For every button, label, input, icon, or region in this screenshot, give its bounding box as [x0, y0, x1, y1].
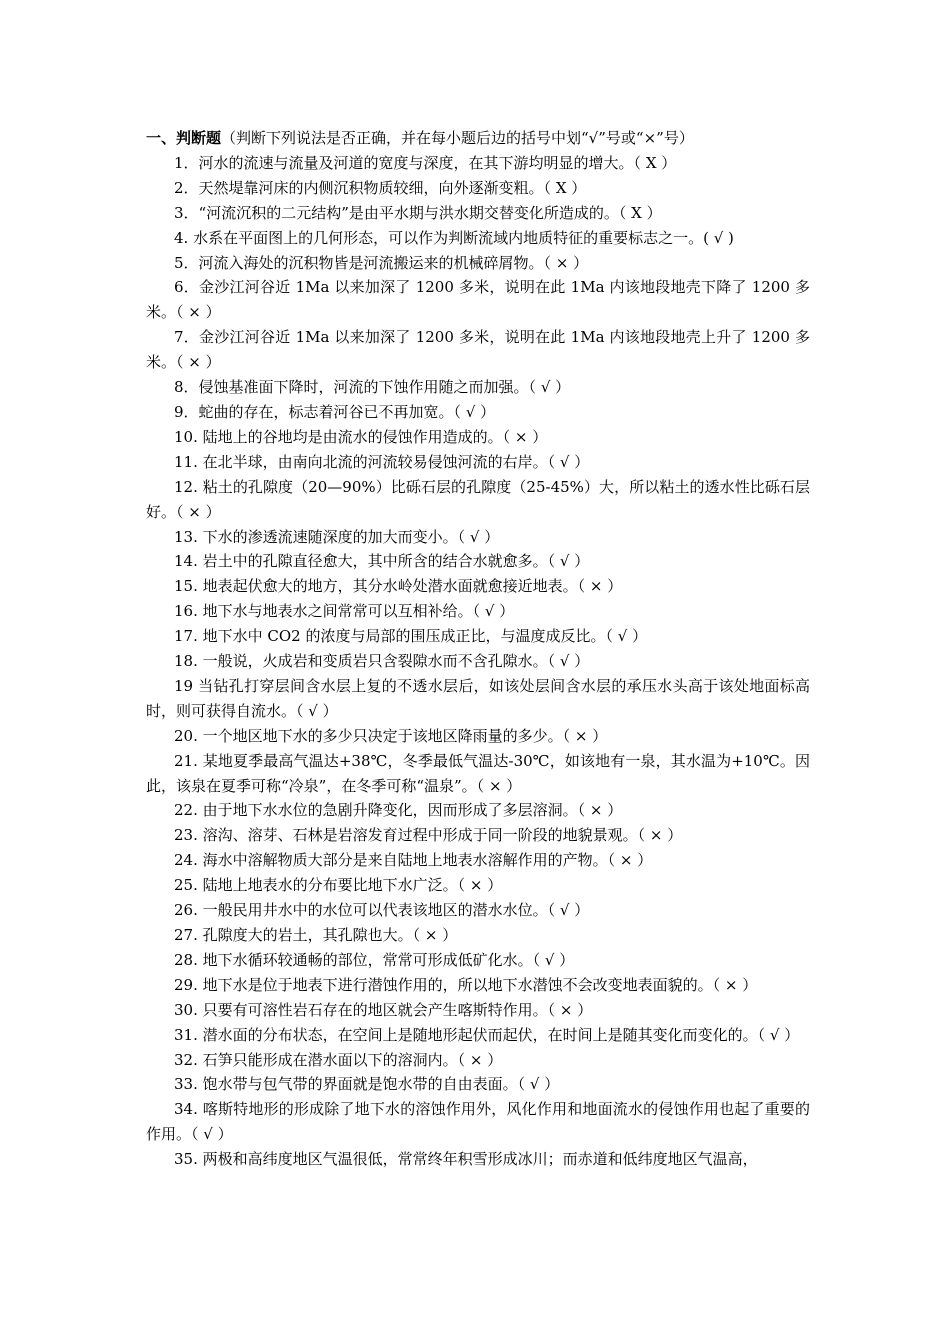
- question-item: 20. 一个地区地下水的多少只决定于该地区降雨量的多少。（ × ）: [174, 726, 608, 745]
- question-item: 15. 地表起伏愈大的地方，其分水岭处潜水面就愈接近地表。（ × ）: [174, 577, 623, 596]
- section-instruction: （判断下列说法是否正确，并在每小题后边的括号中划“√”号或“×”号）: [221, 129, 694, 147]
- question-item: 7．金沙江河谷近 1Ma 以来加深了 1200 多米，说明在此 1Ma 内该地段地壳上升了 1200 多米。（ × ）: [146, 328, 810, 372]
- question-list: [146, 151, 810, 1172]
- section-title: 一、判断题: [146, 129, 222, 147]
- question-item: 21. 某地夏季最高气温达+38℃，冬季最低气温达-30℃，如该地有一泉，其水温为+10℃。因此，该泉在夏季可称“冷泉”，在冬季可称“温泉”。（ × ）: [146, 751, 810, 795]
- question-item: 22. 由于地下水水位的急剧升降变化，因而形成了多层溶洞。（ × ）: [174, 801, 623, 820]
- question-item: 29. 地下水是位于地表下进行潜蚀作用的，所以地下水潜蚀不会改变地表面貌的。（ × ）: [174, 975, 758, 994]
- question-item: 10. 陆地上的谷地均是由流水的侵蚀作用造成的。（ × ）: [174, 427, 548, 446]
- question-item: 6．金沙江河谷近 1Ma 以来加深了 1200 多米，说明在此 1Ma 内该地段地壳下降了 1200 多米。（ × ）: [146, 278, 810, 322]
- question-item: 23. 溶沟、溶芽、石林是岩溶发育过程中形成于同一阶段的地貌景观。（ × ）: [174, 826, 683, 845]
- question-item: 35. 两极和高纬度地区气温很低，常常终年积雪形成冰川；而赤道和低纬度地区气温高，: [174, 1150, 758, 1169]
- question-item: 34. 喀斯特地形的形成除了地下水的溶蚀作用外，风化作用和地面流水的侵蚀作用也起了重要的作用。（ √ ）: [146, 1100, 810, 1144]
- question-item: 2．天然堤靠河床的内侧沉积物质较细，向外逐渐变粗。（ X ）: [174, 178, 587, 197]
- question-item: 18. 一般说，火成岩和变质岩只含裂隙水而不含孔隙水。（ √ ）: [174, 652, 590, 671]
- question-item: 33. 饱水带与包气带的界面就是饱水带的自由表面。（ √ ）: [174, 1075, 560, 1094]
- question-item: 31. 潜水面的分布状态，在空间上是随地形起伏而起伏，在时间上是随其变化而变化的。（ √ ）: [174, 1025, 800, 1044]
- question-item: 24. 海水中溶解物质大部分是来自陆地上地表水溶解作用的产物。（ × ）: [174, 851, 653, 870]
- question-item: 9．蛇曲的存在，标志着河谷已不再加宽。（ √ ）: [174, 402, 496, 421]
- question-item: 17. 地下水中 CO2 的浓度与局部的围压成正比，与温度成反比。（ √ ）: [174, 627, 648, 646]
- question-item: 1．河水的流速与流量及河道的宽度与深度，在其下游均明显的增大。（ X ）: [174, 153, 677, 172]
- question-item: 8．侵蚀基准面下降时，河流的下蚀作用随之而加强。（ √ ）: [174, 378, 571, 397]
- question-item: 25. 陆地上地表水的分布要比地下水广泛。（ × ）: [174, 876, 503, 895]
- question-item: 4. 水系在平面图上的几何形态，可以作为判断流域内地质特征的重要标志之一。( √ ): [174, 228, 734, 247]
- section-heading: [146, 126, 810, 151]
- document-body: [146, 126, 810, 1172]
- question-item: 27. 孔隙度大的岩土，其孔隙也大。（ × ）: [174, 926, 458, 944]
- question-item: 30. 只要有可溶性岩石存在的地区就会产生喀斯特作用。（ × ）: [174, 1000, 593, 1019]
- question-item: 12. 粘土的孔隙度（20—90%）比砾石层的孔隙度（25-45%）大，所以粘土的透水性比砾石层好。（ × ）: [146, 477, 810, 521]
- question-item: 26. 一般民用井水中的水位可以代表该地区的潜水水位。（ √ ）: [174, 901, 590, 920]
- question-item: 32. 石笋只能形成在潜水面以下的溶洞内。（ × ）: [174, 1050, 503, 1069]
- question-item: 13. 下水的渗透流速随深度的加大而变小。（ √ ）: [174, 527, 500, 546]
- question-item: 16. 地下水与地表水之间常常可以互相补给。（ √ ）: [174, 602, 515, 621]
- question-item: 28. 地下水循环较通畅的部位，常常可形成低矿化水。（ √ ）: [174, 950, 575, 969]
- question-item: 14. 岩土中的孔隙直径愈大，其中所含的结合水就愈多。（ √ ）: [174, 552, 590, 571]
- question-item: 19 当钻孔打穿层间含水层上复的不透水层后，如该处层间含水层的承压水头高于该处地面标高时，则可获得自流水。（ √ ）: [146, 676, 810, 720]
- question-item: 3．“河流沉积的二元结构”是由平水期与洪水期交替变化所造成的。（ X ）: [174, 203, 662, 222]
- question-item: 5．河流入海处的沉积物皆是河流搬运来的机械碎屑物。（ × ）: [174, 253, 589, 272]
- question-item: 11. 在北半球，由南向北流的河流较易侵蚀河流的右岸。（ √ ）: [174, 452, 590, 471]
